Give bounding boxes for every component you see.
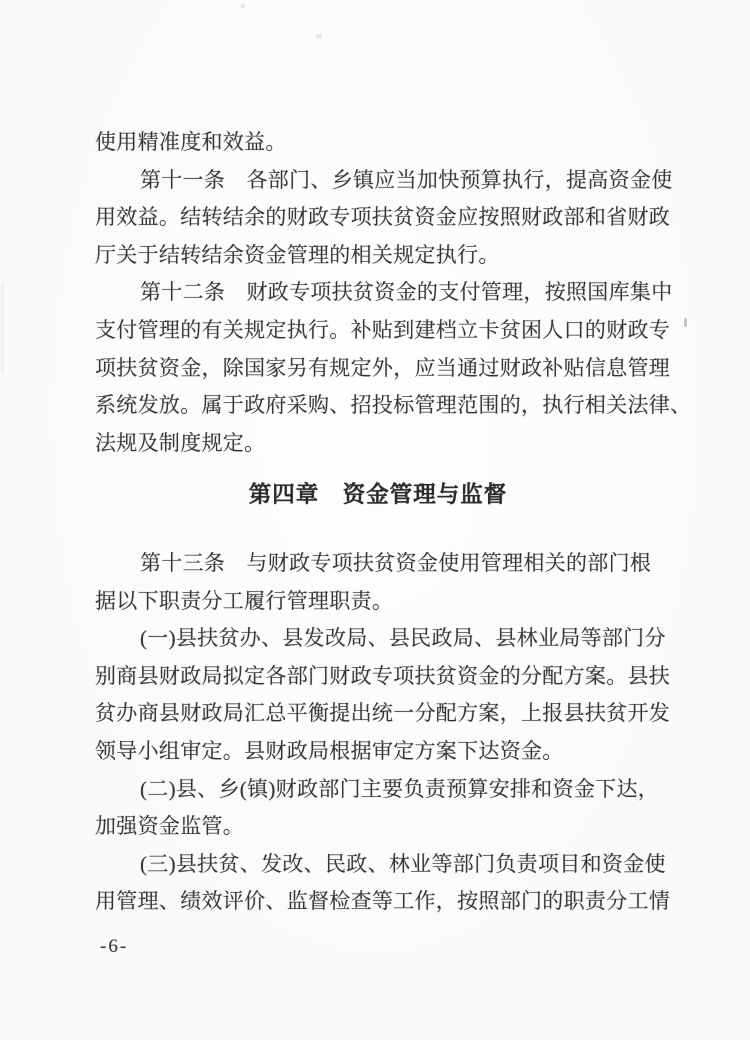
text-line: 领导小组审定。县财政局根据审定方案下达资金。 xyxy=(95,738,564,763)
text-line: 使用精准度和效益。 xyxy=(95,130,287,154)
text-line: 贫办商县财政局汇总平衡提出统一分配方案，上报县扶贫开发 xyxy=(95,701,671,726)
text-line: 第十二条 财政专项扶贫资金的支付管理，按照国库集中 xyxy=(140,280,673,305)
text-line: 用管理、绩效评价、监督检查等工作，按照部门的职责分工情 xyxy=(95,889,671,914)
text-line: 法规及制度规定。 xyxy=(95,430,266,455)
text-line: 项扶贫资金，除国家另有规定外，应当通过财政补贴信息管理 xyxy=(95,355,671,380)
text-line: 第十一条 各部门、乡镇应当加快预算执行，提高资金使 xyxy=(140,167,673,192)
text-line: 第十三条 与财政专项扶贫资金使用管理相关的部门根 xyxy=(140,551,652,575)
text-line: 用效益。结转结余的财政专项扶贫资金应按照财政部和省财政 xyxy=(95,205,671,230)
text-line: 支付管理的有关规定执行。补贴到建档立卡贫困人口的财政专 xyxy=(95,317,671,342)
scan-speck xyxy=(1,282,4,372)
text-line: 据以下职责分工履行管理职责。 xyxy=(95,588,394,613)
body-section-upper xyxy=(95,124,692,462)
scan-speck xyxy=(316,34,322,39)
text-line: 别商县财政局拟定各部门财政专项扶贫资金的分配方案。县扶 xyxy=(95,663,671,688)
page-number: -6- xyxy=(100,936,129,957)
text-line: 厅关于结转结余资金管理的相关规定执行。 xyxy=(95,242,500,267)
scan-speck xyxy=(241,4,245,8)
scan-speck xyxy=(684,318,687,327)
text-line: (三)县扶贫、发改、民政、林业等部门负责项目和资金使 xyxy=(140,851,666,876)
text-line: 加强资金监管。 xyxy=(95,814,245,839)
text-line: (一)县扶贫办、县发改局、县民政局、县林业局等部门分 xyxy=(140,626,666,651)
text-line: (二)县、乡(镇)财政部门主要负责预算安排和资金下达， xyxy=(140,776,660,801)
text-line: 系统发放。属于政府采购、招投标管理范围的，执行相关法律、 xyxy=(95,393,692,418)
body-section-lower xyxy=(95,545,670,921)
chapter-heading: 第四章 资金管理与监督 xyxy=(248,482,508,507)
